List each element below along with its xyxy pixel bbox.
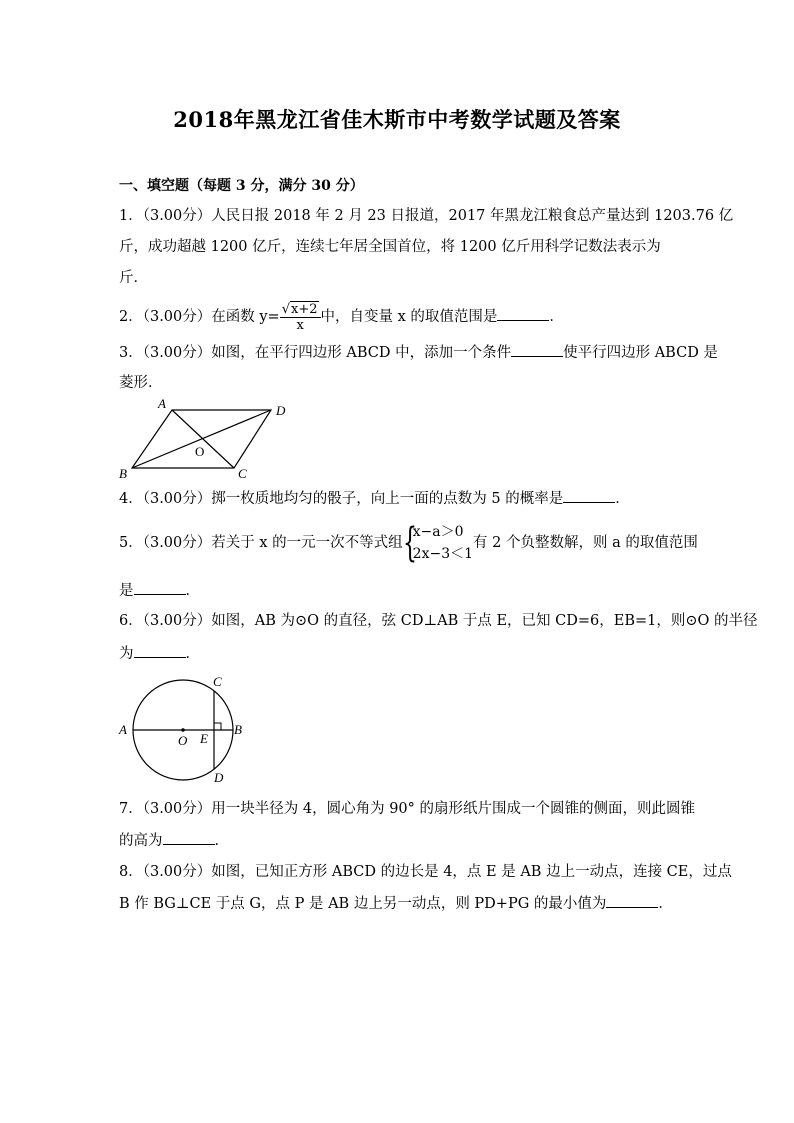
q5-answer-blank[interactable] xyxy=(134,580,186,595)
q4-end: ． xyxy=(615,491,630,507)
q2-fraction xyxy=(280,302,321,333)
label-b: B xyxy=(119,466,127,481)
q6-line-1: 6．（3.00分）如图，AB 为⊙O 的直径，弦 CD⊥AB 于点 E，已知 CD=6，EB=1，则⊙O 的半径 xyxy=(119,613,758,629)
label-o: O xyxy=(195,444,205,459)
q2-denominator: x xyxy=(296,317,304,333)
q1-line-2: 斤，成功超越 1200 亿斤，连续七年居全国首位，将 1200 亿斤用科学记数法表示为 xyxy=(119,239,661,255)
q4-answer-blank[interactable] xyxy=(563,488,615,503)
q5-inequality-1: x−a＞0 xyxy=(412,524,464,540)
q5-inequality-2: 2x−3＜1 xyxy=(412,546,474,562)
label-a: A xyxy=(158,396,166,411)
center-dot xyxy=(181,728,185,732)
label-c: C xyxy=(213,674,222,689)
q5-line-2 xyxy=(119,580,200,601)
page-title: 2018年黑龙江省佳木斯市中考数学试题及答案 xyxy=(173,107,621,132)
q2-suffix: 中，自变量 x 的取值范围是 xyxy=(320,309,498,325)
q6-end: ． xyxy=(185,646,200,662)
label-o: O xyxy=(178,733,188,748)
q7-line-1: 7．（3.00分）用一块半径为 4，圆心角为 90° 的扇形纸片围成一个圆锥的侧面，则此圆锥 xyxy=(119,801,696,817)
label-b: B xyxy=(234,722,242,737)
section-heading: 一、填空题（每题 3 分，满分 30 分） xyxy=(119,178,364,194)
q3-text-a: 3．（3.00分）如图，在平行四边形 ABCD 中，添加一个条件 xyxy=(119,345,512,361)
q4-text: 4．（3.00分）掷一枚质地均匀的骰子，向上一面的点数为 5 的概率是 xyxy=(119,491,564,507)
q1-line-1: 1．（3.00分）人民日报 2018 年 2 月 23 日报道，2017 年黑龙江粮食总产量达到 1203.76 亿 xyxy=(119,208,734,224)
q5-line2-text: 是 xyxy=(119,583,134,599)
q3-line-1 xyxy=(119,342,718,363)
q3-text-b: 使平行四边形 ABCD 是 xyxy=(563,345,718,361)
q4-line xyxy=(119,488,630,509)
q2-prefix: 2．（3.00分）在函数 y= xyxy=(119,309,280,325)
label-d: D xyxy=(276,403,286,418)
q8-end: ． xyxy=(658,896,673,912)
q7-line2-text: 的高为 xyxy=(119,833,163,849)
brace-icon: { xyxy=(402,520,417,566)
q6-line2-text: 为 xyxy=(119,646,134,662)
q2-line xyxy=(119,300,564,334)
q2-answer-blank[interactable] xyxy=(497,306,549,321)
q5-inequality-system xyxy=(403,521,473,565)
q7-answer-blank[interactable] xyxy=(163,830,215,845)
right-angle-mark xyxy=(214,723,221,730)
q8-answer-blank[interactable] xyxy=(606,893,658,908)
q3-line-2: 菱形． xyxy=(119,375,163,391)
circle-figure xyxy=(112,672,252,788)
q5-end: ． xyxy=(185,583,200,599)
parallelogram-figure xyxy=(110,394,300,484)
q6-answer-blank[interactable] xyxy=(134,643,186,658)
q8-line-2 xyxy=(119,893,673,914)
q5-suffix: 有 2 个负整数解，则 a 的取值范围 xyxy=(473,535,698,551)
label-c: C xyxy=(238,466,247,481)
q7-end: ． xyxy=(214,833,229,849)
label-e: E xyxy=(200,731,208,746)
q2-end: ． xyxy=(549,309,564,325)
q6-line-2 xyxy=(119,643,200,664)
diagonal-bd xyxy=(132,410,271,468)
q7-line-2 xyxy=(119,830,229,851)
q5-prefix: 5．（3.00分）若关于 x 的一元一次不等式组 xyxy=(119,535,403,551)
q3-answer-blank[interactable] xyxy=(511,342,563,357)
q5-line-1 xyxy=(119,520,698,566)
q8-line2-text: B 作 BG⊥CE 于点 G，点 P 是 AB 边上另一动点，则 PD+PG 的最小值为 xyxy=(119,896,607,912)
q1-line-3: 斤． xyxy=(119,270,148,286)
label-d: D xyxy=(214,770,224,785)
q8-line-1: 8．（3.00分）如图，已知正方形 ABCD 的边长是 4，点 E 是 AB 边上一动点，连接 CE，过点 xyxy=(119,864,732,880)
sqrt-icon: √ xyxy=(281,301,291,317)
label-a: A xyxy=(119,722,127,737)
q2-numerator: x+2 xyxy=(291,301,318,317)
